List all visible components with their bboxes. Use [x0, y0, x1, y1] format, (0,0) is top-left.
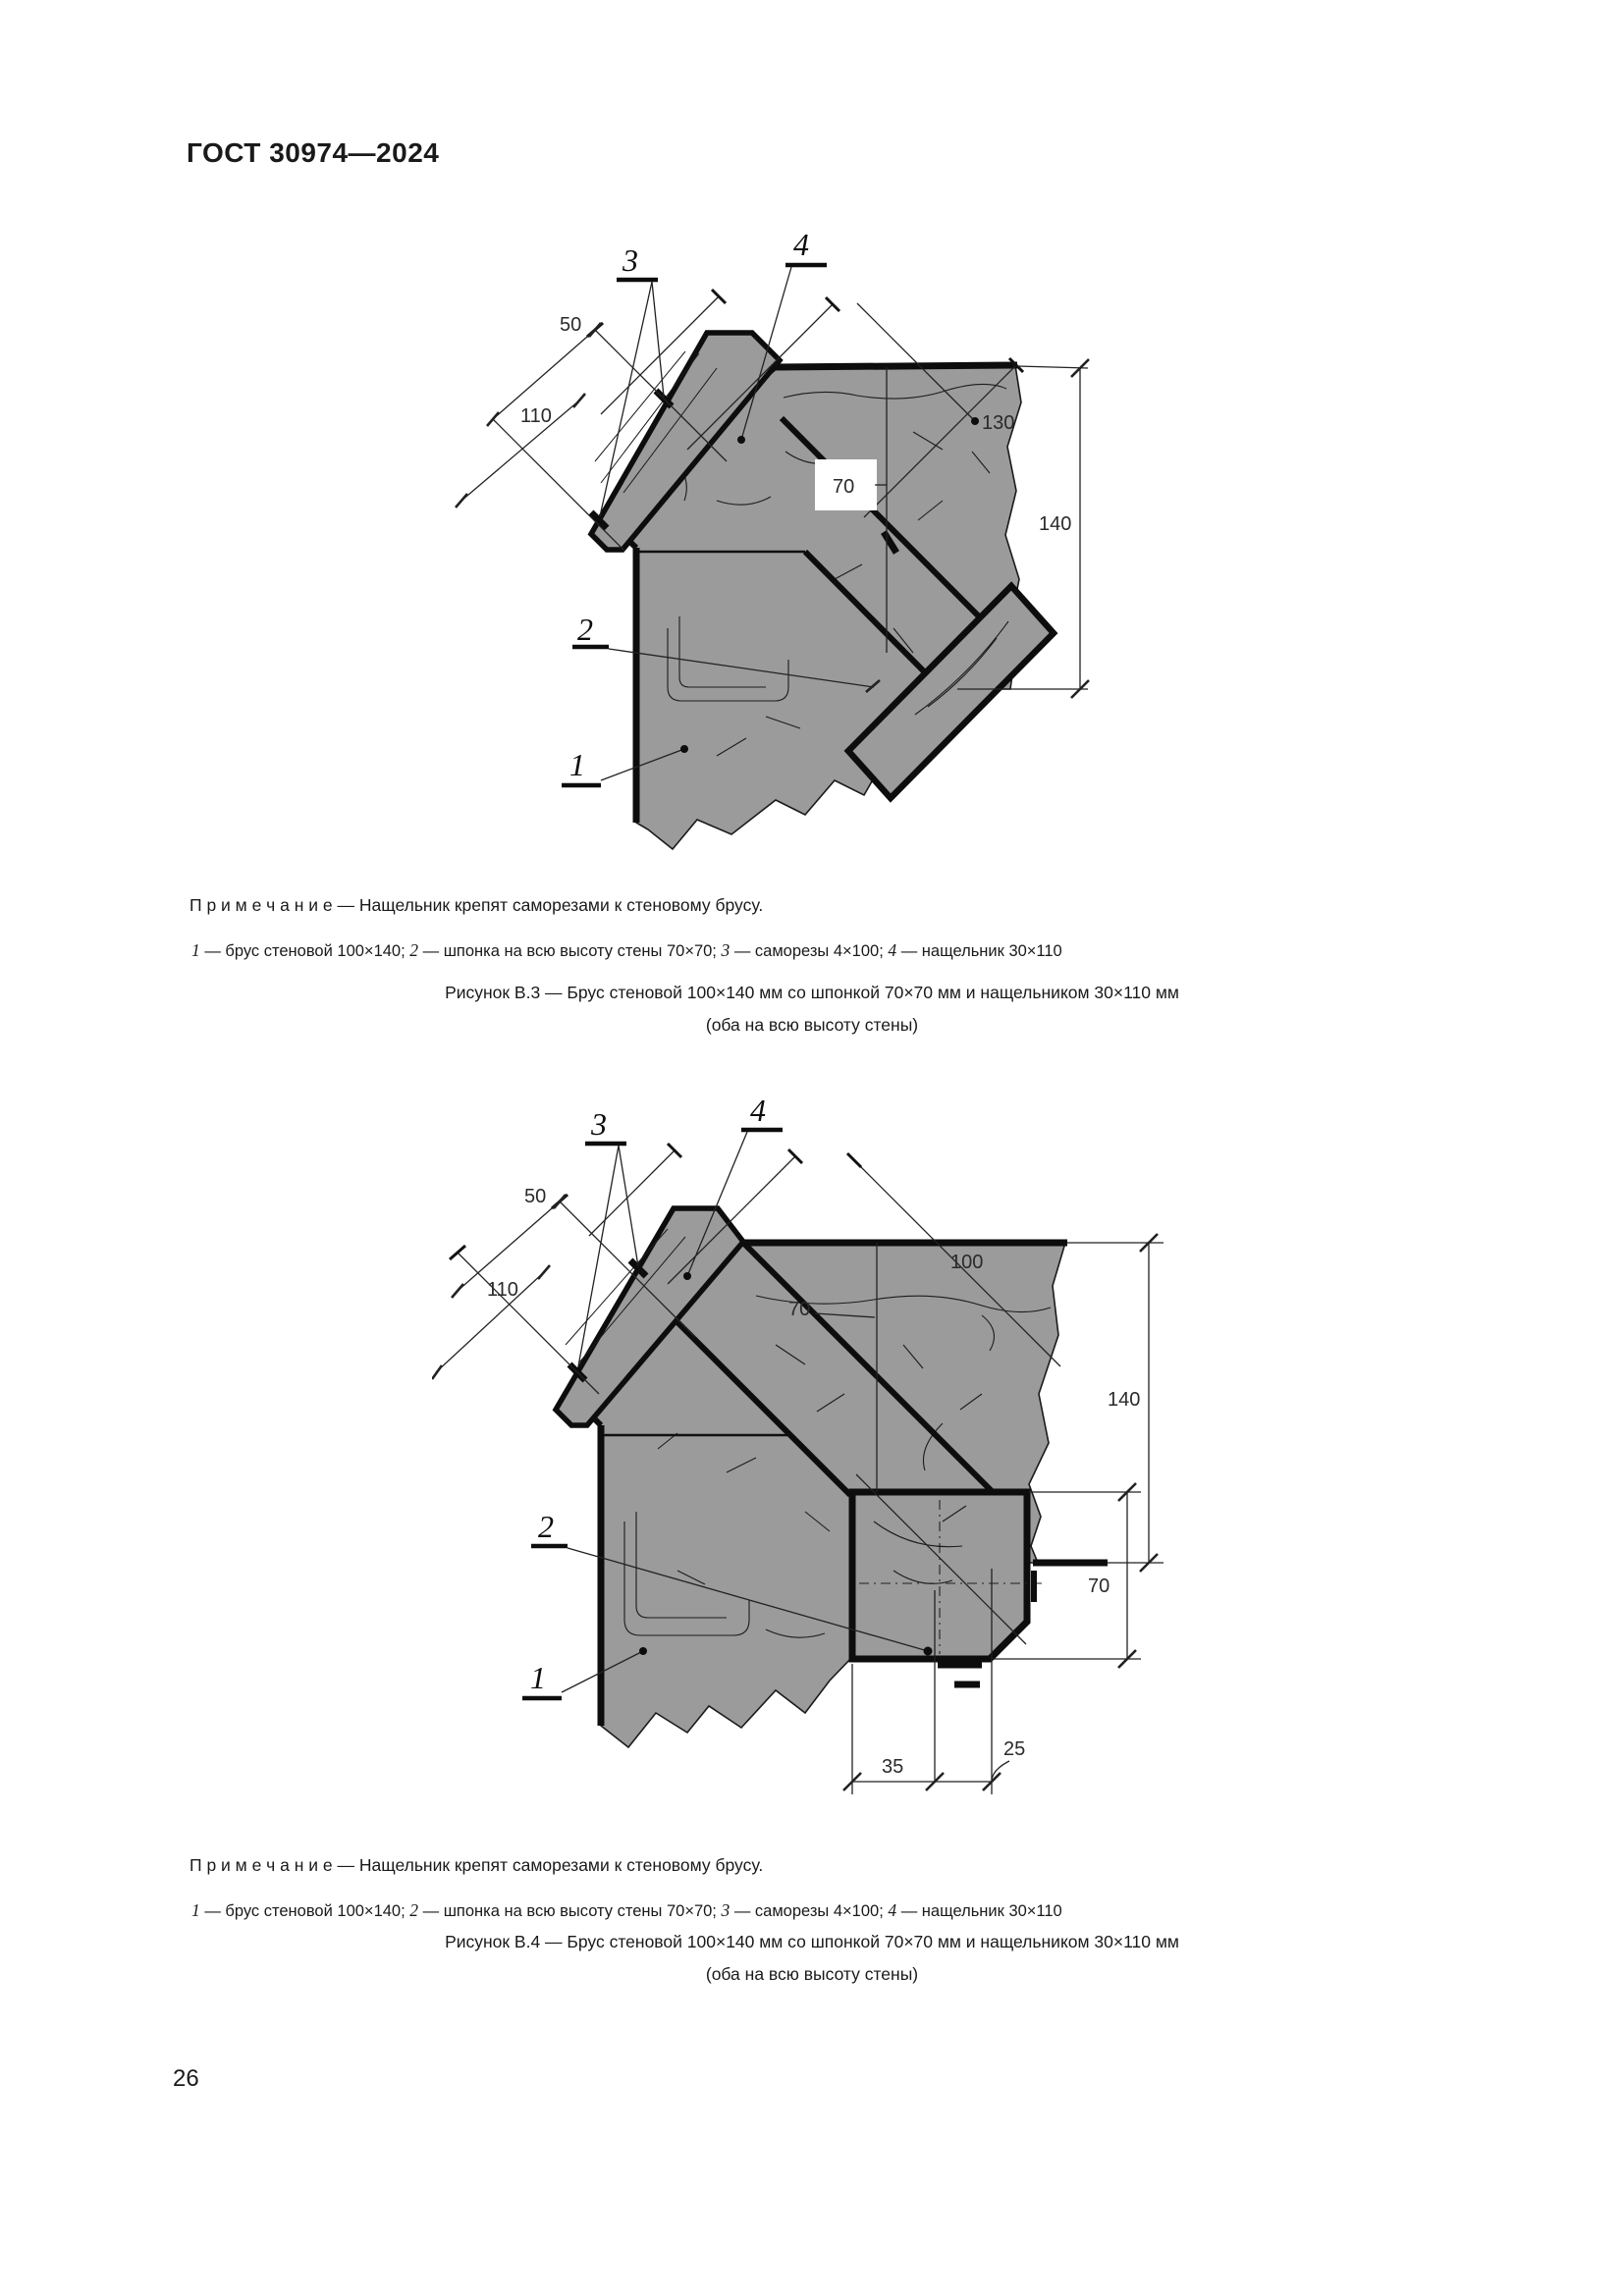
- dim-130: 130: [982, 412, 1015, 434]
- callout-3: 3: [623, 242, 638, 278]
- caption-b3-line1: Рисунок В.3 — Брус стеновой 100×140 мм со шпонкой 70×70 мм и нащельником 30×110 мм: [445, 983, 1179, 1002]
- screw-shaft: [493, 419, 624, 551]
- figure-b3-drawing: [422, 206, 1178, 893]
- legend-num: 2: [409, 940, 419, 960]
- screw-shaft: [589, 1150, 675, 1236]
- caption-b4-line1: Рисунок В.4 — Брус стеновой 100×140 мм со шпонкой 70×70 мм и нащельником 30×110 мм: [445, 1932, 1179, 1951]
- caption-b4: [196, 1926, 1428, 1991]
- dim-140: 140: [1039, 513, 1072, 535]
- note-label: П р и м е ч а н и е: [189, 895, 333, 915]
- note-b3: [189, 895, 1446, 916]
- note-text: — Нащельник крепят саморезами к стеновому брусу.: [337, 895, 764, 915]
- legend-text: — брус стеновой 100×140;: [199, 1902, 410, 1920]
- legend-num: 3: [721, 1900, 731, 1920]
- beam-top-edge: [776, 365, 1017, 367]
- note-label: П р и м е ч а н и е: [189, 1855, 333, 1875]
- dim-70-key: 70: [788, 1299, 811, 1320]
- legend-b3: [191, 940, 1448, 961]
- legend-num: 4: [888, 1900, 897, 1920]
- screw-head-tick: [847, 1153, 861, 1167]
- figure-b4-drawing: [432, 1099, 1218, 1855]
- callout-2: 2: [538, 1509, 554, 1544]
- legend-text: — нащельник 30×110: [896, 942, 1062, 960]
- caption-b3-line2: (оба на всю высоту стены): [705, 1015, 919, 1035]
- legend-text: — саморезы 4×100;: [730, 1902, 889, 1920]
- legend-text: — саморезы 4×100;: [730, 942, 889, 960]
- legend-text: — нащельник 30×110: [896, 1902, 1062, 1920]
- dim-50: 50: [560, 314, 582, 336]
- callout-3: 3: [591, 1106, 607, 1142]
- dim-35: 35: [882, 1756, 904, 1778]
- legend-text: — брус стеновой 100×140;: [199, 942, 410, 960]
- callout-4: 4: [750, 1099, 766, 1128]
- callout-1: 1: [530, 1660, 546, 1695]
- legend-num: 1: [191, 1900, 200, 1920]
- screw-shaft: [458, 1253, 599, 1394]
- dim-70-height: 70: [1088, 1575, 1110, 1597]
- caption-b3: [196, 977, 1428, 1041]
- page-header: ГОСТ 30974—2024: [187, 137, 440, 168]
- callout-2: 2: [577, 612, 593, 647]
- legend-num: 2: [409, 1900, 419, 1920]
- dim-110: 110: [487, 1279, 518, 1301]
- legend-num: 4: [888, 940, 897, 960]
- dim-110: 110: [520, 405, 552, 427]
- dim-140: 140: [1108, 1389, 1141, 1411]
- legend-num: 1: [191, 940, 200, 960]
- callout-4: 4: [793, 227, 809, 262]
- dim-50: 50: [524, 1186, 547, 1207]
- legend-text: — шпонка на всю высоту стены 70×70;: [418, 1902, 722, 1920]
- legend-b4: [191, 1900, 1448, 1921]
- callout-1: 1: [569, 747, 585, 782]
- note-b4: [189, 1855, 1446, 1876]
- dim-70: 70: [833, 476, 855, 498]
- caption-b4-line2: (оба на всю высоту стены): [705, 1964, 919, 1984]
- dim-100: 100: [950, 1252, 984, 1273]
- legend-text: — шпонка на всю высоту стены 70×70;: [418, 942, 722, 960]
- legend-num: 3: [721, 940, 731, 960]
- dim-50-line: [458, 1201, 560, 1291]
- dim-25: 25: [1003, 1738, 1026, 1760]
- page-number: 26: [173, 2065, 199, 2092]
- note-text: — Нащельник крепят саморезами к стеновому брусу.: [337, 1855, 764, 1875]
